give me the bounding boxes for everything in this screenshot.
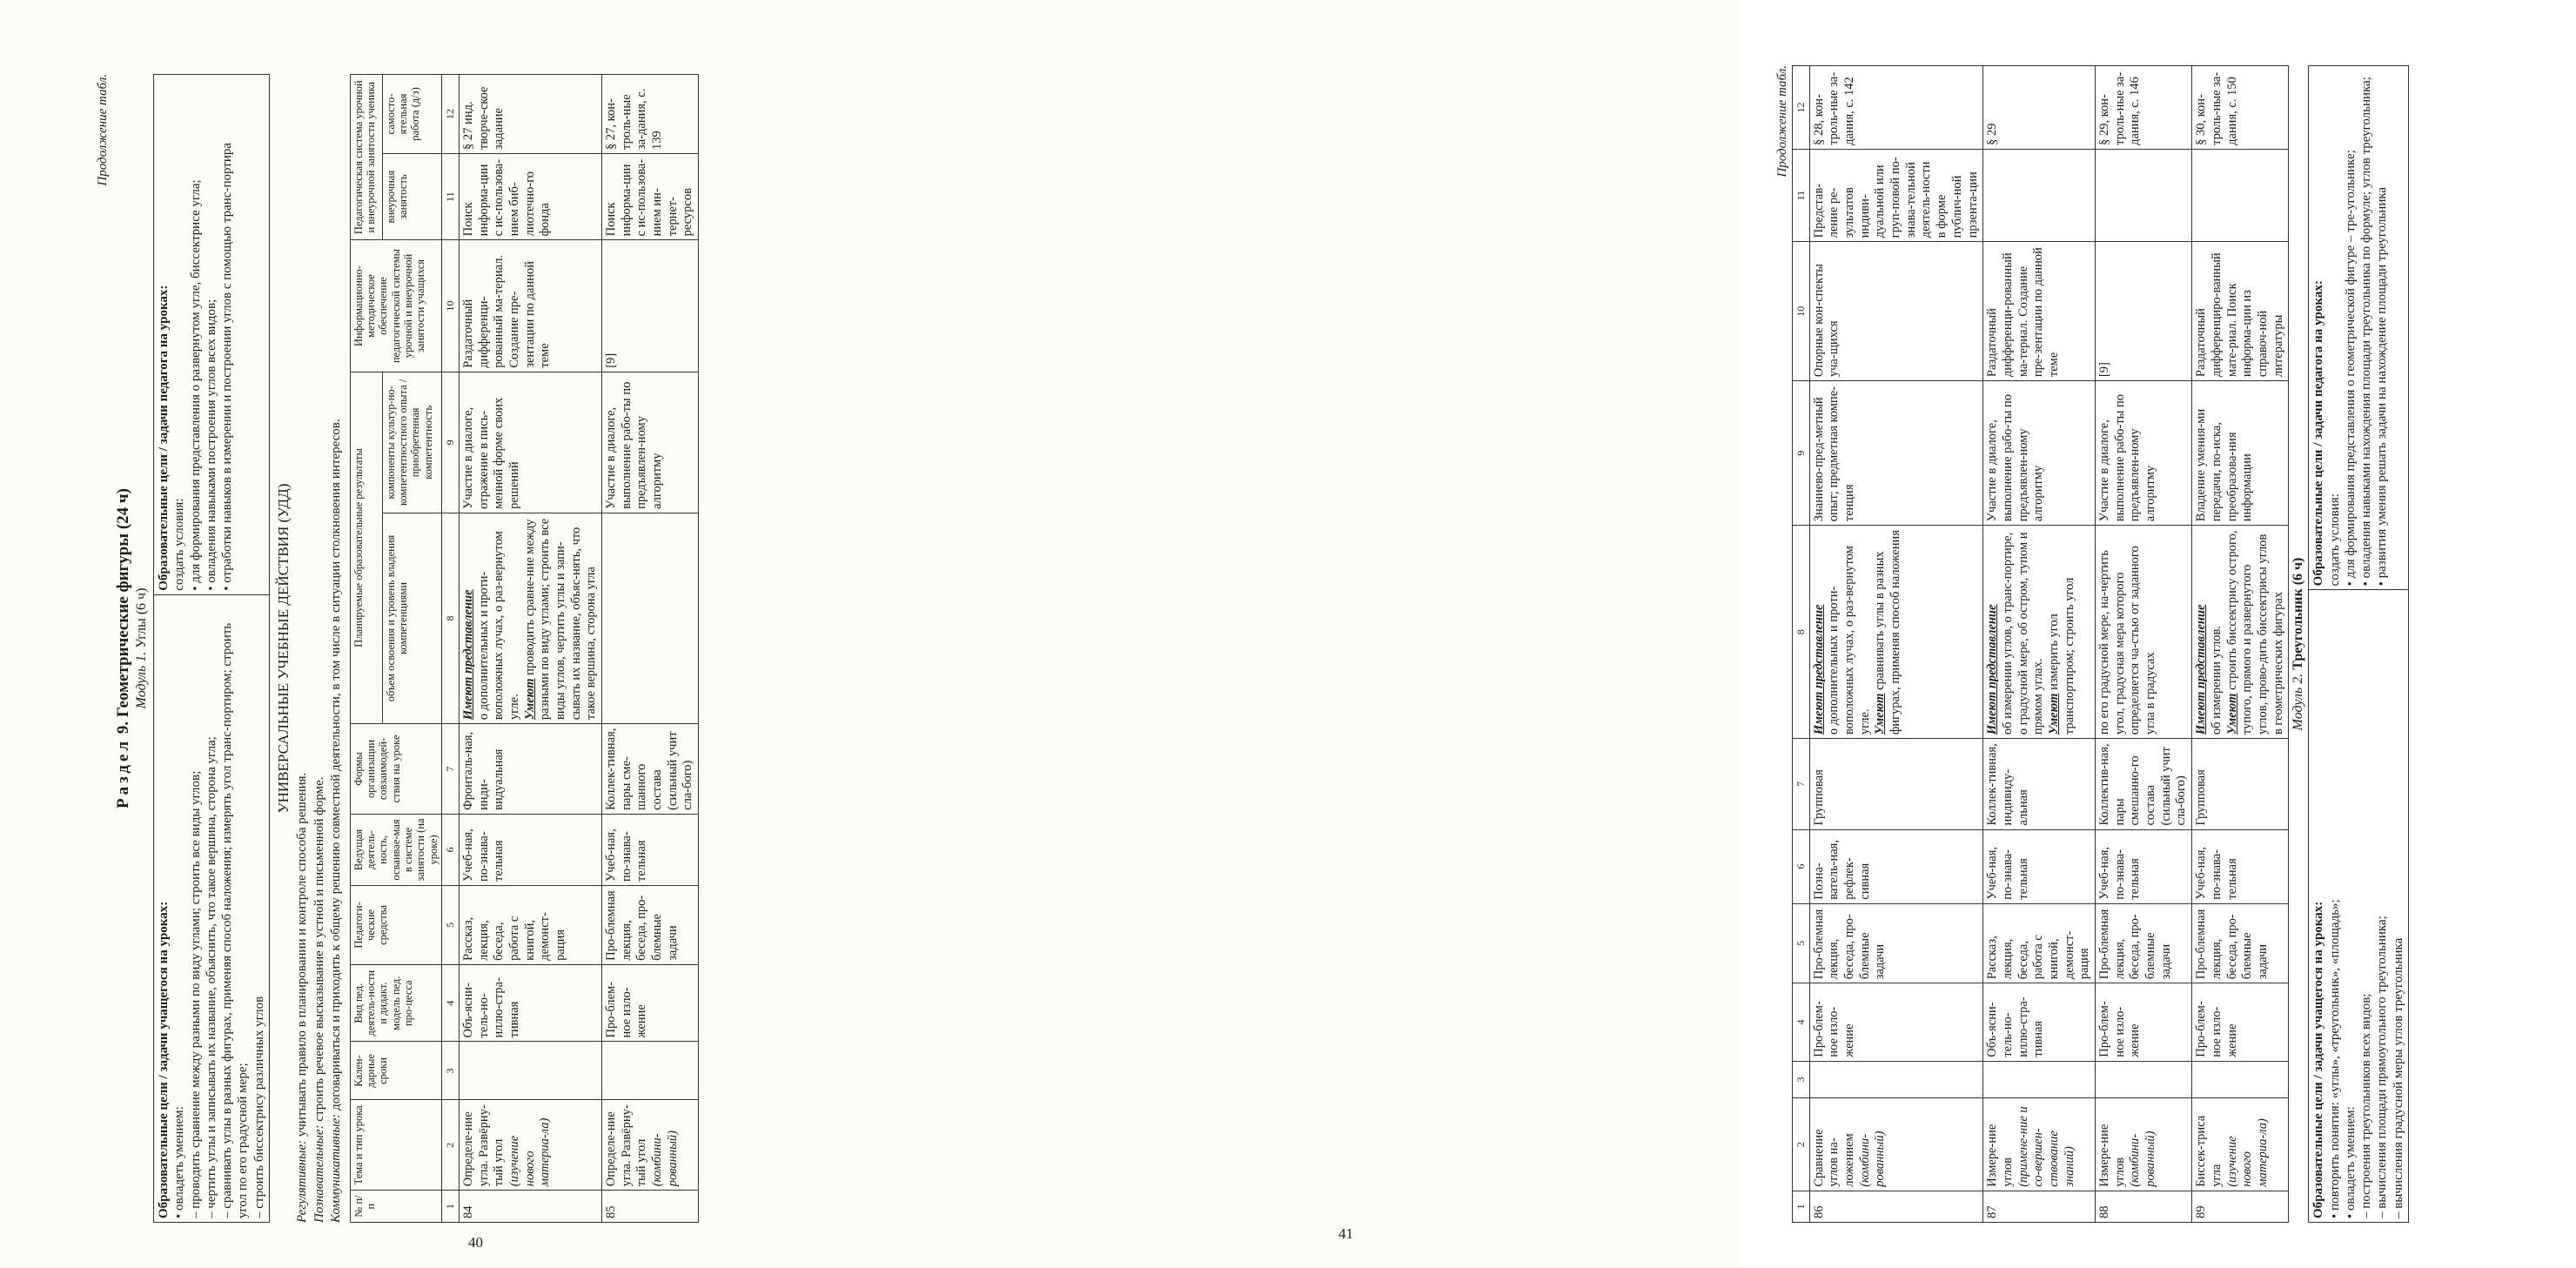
means-cell: Рассказ, лекция, беседа, работа с книгой, демонст-рация bbox=[459, 886, 601, 965]
results-cell bbox=[459, 513, 601, 723]
column-number: 10 bbox=[1793, 242, 1810, 381]
column-number: 9 bbox=[1793, 381, 1810, 526]
extracurricular-cell bbox=[1983, 149, 2096, 241]
competence-cell: Знаниево-пред-метный опыт; предметная компе-тенция bbox=[1809, 381, 1983, 526]
lesson-number: 85 bbox=[602, 1191, 699, 1223]
competence-cell: Участие в диалоге, отражение в пись-менной форме своих решений bbox=[459, 372, 601, 513]
info-support-cell: [9] bbox=[602, 240, 699, 372]
lesson-plan-table bbox=[350, 74, 700, 1223]
goal-item: – вычисления градусной меры углов треугольника bbox=[2391, 937, 2405, 1218]
uud-list bbox=[294, 74, 345, 1223]
extracurricular-cell bbox=[2096, 149, 2192, 241]
results-cell bbox=[2096, 526, 2192, 739]
lesson-topic bbox=[2096, 1098, 2192, 1191]
results-text: проводить сравне-ние между разными по виду углами; строить все виды углов, чертить углы и запи-сывать их название, объяс-нять, что такое вершина, сторона угла bbox=[522, 518, 599, 721]
goal-item: • для формирования представления о развернутом угле, биссектрисе угла; bbox=[188, 179, 203, 591]
lesson-number: 88 bbox=[2096, 1191, 2192, 1222]
results-heading: Умеют bbox=[2046, 693, 2061, 735]
goal-item: • повторить понятия: «углы», «треугольник», «площадь»; bbox=[2327, 899, 2342, 1218]
student-goals-list bbox=[2327, 594, 2406, 1218]
header-topic: Тема и тип урока bbox=[350, 1100, 442, 1191]
lesson-topic bbox=[1983, 1098, 2096, 1191]
results-text: об измерении углов, о транс-портире, о градусной мере, об остром, тупом и прямом углах. bbox=[2000, 532, 2046, 735]
leading-activity-cell: Учеб-ная, по-знава-тельная bbox=[459, 814, 601, 885]
info-support-cell: Раздаточный дифференци-рованный ма-териал. Создание пре-зентации по данной теме bbox=[459, 240, 601, 372]
header-num: № п/п bbox=[350, 1191, 442, 1223]
goal-item: • развития умения решать задачи на нахождение площади треугольника bbox=[2375, 186, 2390, 587]
goal-item: • овладения навыками нахождения площади треугольника по формуле; углов треугольника; bbox=[2359, 77, 2374, 587]
info-support-cell: Раздаточный дифференциро-ванный мате-риал. Поиск информа-ции из справоч-ной литературы bbox=[2192, 242, 2289, 381]
lesson-topic bbox=[2192, 1098, 2289, 1191]
uud-item bbox=[312, 74, 329, 1223]
header-calendar: Кален-дарные сроки bbox=[350, 1042, 442, 1100]
student-goals-cell: Образовательные цели / задачи учащегося на уроках: • овладеть умением: – проводить сравнение между разными по виду углами; строить все виды углов; – чертить углы и записывать их название, объяснить, что такое вершина, сторона угла; – сравнивать углы в разных фигурах, применяя способ наложения; измерять угол транс-портиром; строить угол по его градусной мере; – строить биссектрису различных углов bbox=[154, 594, 270, 1222]
competence-cell: Владение умения-ми передачи, по-иска, преобразова-ния информации bbox=[2192, 381, 2289, 526]
activity-cell: Объ-ясни-тель-но-иллю-стра-тивная bbox=[1983, 983, 2096, 1061]
results-heading: Имеют представление bbox=[2194, 604, 2209, 735]
header-activity: Вид пед. деятель-ности и дидакт. модель пед. про-цесса bbox=[350, 964, 442, 1042]
homework-cell: § 29, кон-троль-ные за-дания, с. 146 bbox=[2096, 66, 2192, 150]
column-number: 12 bbox=[1793, 66, 1810, 150]
column-number: 2 bbox=[442, 1100, 460, 1191]
goal-item: – чертить углы и записывать их название, объяснить, что такое вершина, сторона угла; bbox=[204, 736, 218, 1218]
header-extra: внеурочная занятость bbox=[382, 153, 442, 239]
column-number: 1 bbox=[442, 1191, 460, 1223]
header-info: Информационно-методическое обеспечение педагогической системы урочной и внеурочной занятости учащихся bbox=[350, 240, 442, 372]
section-title: Раздел 9. Геометрические фигуры (24 ч) bbox=[114, 488, 132, 808]
page-number-left: 40 bbox=[468, 1234, 483, 1251]
extracurricular-cell: Представ-ление ре-зультатов индиви-дуальной или груп-повой по-знава-тельной деятель-ности в форме публич-ной прзента-ции bbox=[1809, 149, 1983, 241]
topic-name: Биссек-триса угла bbox=[2194, 1115, 2224, 1187]
lesson-number: 87 bbox=[1983, 1191, 2096, 1222]
header-self: самосто-ятельная работа (д/з) bbox=[382, 75, 442, 154]
means-cell: Про-блемная лекция, беседа, про-блемные задачи bbox=[2192, 903, 2289, 983]
topic-name: Сравнение углов на-ложением bbox=[1811, 1129, 1856, 1187]
column-number: 6 bbox=[1793, 829, 1810, 903]
results-cell bbox=[1809, 526, 1983, 739]
column-number: 7 bbox=[442, 724, 460, 815]
column-number: 3 bbox=[442, 1042, 460, 1100]
goal-item: – построения треугольников всех видов; bbox=[2359, 993, 2374, 1218]
results-text: строить биссектрису острого, тупого, прямого и развернутого углов, прово-дить биссектрисы углов в геометрических фигурах bbox=[2224, 530, 2285, 735]
column-number: 11 bbox=[1793, 149, 1810, 241]
header-means: Педагоги-ческие средства bbox=[350, 886, 442, 965]
lesson-type: (изучение нового материа-ла) bbox=[2224, 1118, 2270, 1187]
info-support-cell: Опорные кон-спекты уча-щихся bbox=[1809, 242, 1983, 381]
header-planned-a: объем освоения и уровень владения компетенциями bbox=[382, 513, 442, 723]
calendar-cell bbox=[602, 1042, 699, 1100]
teacher-goals-list bbox=[2327, 70, 2391, 586]
competence-cell: Участие в диалоге, выполнение рабо-ты по предъявлен-ному алгоритму bbox=[602, 372, 699, 513]
results-heading: Имеют представление bbox=[1811, 604, 1826, 735]
activity-cell: Про-блем-ное изло-жение bbox=[602, 964, 699, 1042]
goal-item: – проводить сравнение между разными по виду углами; строить все виды углов; bbox=[188, 770, 203, 1218]
activity-cell: Про-блем-ное изло-жение bbox=[2192, 983, 2289, 1061]
column-number: 10 bbox=[442, 240, 460, 372]
forms-cell: Коллек-тивная, индивиду-альная bbox=[1983, 739, 2096, 829]
results-cell bbox=[602, 513, 699, 723]
results-heading: Имеют представление bbox=[460, 589, 475, 721]
lesson-number: 89 bbox=[2192, 1191, 2289, 1222]
table-row bbox=[602, 75, 699, 1223]
topic-name: Определе-ние угла. Развёрну-тый угол bbox=[460, 1104, 506, 1187]
leading-activity-cell: Учеб-ная, по-знава-тельная bbox=[2096, 829, 2192, 903]
lesson-type: (изучение нового материа-ла) bbox=[506, 1117, 553, 1187]
column-number: 12 bbox=[442, 75, 460, 154]
continuation-label: Продолжение табл. bbox=[1775, 65, 1789, 178]
extracurricular-cell bbox=[2192, 149, 2289, 241]
goals-table-module2 bbox=[2308, 65, 2409, 1223]
homework-cell: § 29 bbox=[1983, 66, 2096, 150]
calendar-cell bbox=[2192, 1061, 2289, 1098]
table-row bbox=[2096, 66, 2192, 1223]
means-cell: Про-блемная лекция, беседа, про-блемные задачи bbox=[602, 886, 699, 965]
column-number: 3 bbox=[1793, 1061, 1810, 1098]
competence-cell: Участие в диалоге, выполнение рабо-ты по предъявлен-ному алгоритму bbox=[1983, 381, 2096, 526]
results-cell bbox=[1983, 526, 2096, 739]
results-text: измерить угол транспортиром; строить угол bbox=[2046, 577, 2076, 735]
leading-activity-cell: Учеб-ная, по-знава-тельная bbox=[1983, 829, 2096, 903]
leading-activity-cell: Позна-ватель-ная, рефлек-сивная bbox=[1809, 829, 1983, 903]
calendar-cell bbox=[459, 1042, 601, 1100]
info-support-cell: [9] bbox=[2096, 242, 2192, 381]
forms-cell: Фронталь-ная, инди-видуальная bbox=[459, 724, 601, 815]
topic-name: Измере-ние углов bbox=[1985, 1124, 2015, 1187]
means-cell: Про-блемная лекция, беседа, про-блемные задачи bbox=[2096, 903, 2192, 983]
homework-cell: § 27, кон-троль-ные за-дания, с. 139 bbox=[602, 75, 699, 154]
student-goals-cell: Образовательные цели / задачи учащегося на уроках: • повторить понятия: «углы», «треугольник», «площадь»; • овладеть умением: – построения треугольников всех видов; – вычисления площади прямоугольного треугольника; – вычисления градусной меры углов треугольника bbox=[2309, 590, 2409, 1223]
lesson-topic bbox=[459, 1100, 601, 1191]
forms-cell: Групповая bbox=[2192, 739, 2289, 829]
page-number-right: 41 bbox=[1338, 1225, 1353, 1242]
extracurricular-cell: Поиск информа-ции с ис-пользова-нием ин-тернет-ресурсов bbox=[602, 153, 699, 239]
lesson-plan-table-continued bbox=[1792, 65, 2289, 1223]
results-heading: Умеют bbox=[1873, 693, 1888, 735]
forms-cell: Коллек-тивная, пары сме-шанного состава (сильный учит сла-бого) bbox=[602, 724, 699, 815]
goals-table bbox=[153, 74, 270, 1223]
table-header-row bbox=[350, 75, 382, 1223]
uud-label: Коммуникативные: bbox=[329, 1113, 344, 1223]
results-text: о дополнительных и проти-воположных лучах, о раз-вернутом угле. bbox=[476, 531, 521, 721]
goal-item: – строить биссектрису различных углов bbox=[252, 996, 266, 1218]
column-number: 4 bbox=[1793, 983, 1810, 1061]
homework-cell: § 27 инд. творче-ское задание bbox=[459, 75, 601, 154]
uud-label: Познавательные: bbox=[312, 1124, 326, 1223]
results-text: по его градусной мере, на-чертить угол, градусная мера которого определяется ча-стью от заданного угла в градусах bbox=[2097, 546, 2158, 735]
goal-item: создать условия: bbox=[2327, 493, 2342, 587]
calendar-cell bbox=[1809, 1061, 1983, 1098]
uud-label: Регулятивные: bbox=[295, 1140, 310, 1223]
lesson-number: 86 bbox=[1809, 1191, 1983, 1222]
goal-item: – сравнивать углы в разных фигурах, применяя способ наложения; измерять угол транс-портиром; строить угол по его градусной мере; bbox=[220, 622, 251, 1218]
header-planned: Планируемые образовательные результаты bbox=[350, 372, 382, 723]
homework-cell: § 30, кон-троль-ные за-дания, с. 150 bbox=[2192, 66, 2289, 150]
left-page-content bbox=[96, 74, 862, 1223]
results-heading: Умеют bbox=[522, 678, 537, 721]
table-row bbox=[459, 75, 601, 1223]
activity-cell: Про-блем-ное изло-жение bbox=[2096, 983, 2192, 1061]
column-number: 6 bbox=[442, 814, 460, 885]
teacher-goals-cell: Образовательные цели / задачи педагога на уроках: создать условия: • для формирования представления о развернутом угле, биссектрисе угла; • овладения навыками построения углов всех видов; • отработки навыков в измерении и построении углов с помощью транс-портира bbox=[154, 75, 270, 595]
right-page-content bbox=[1775, 65, 2576, 1223]
column-number: 4 bbox=[442, 964, 460, 1042]
calendar-cell bbox=[2096, 1061, 2192, 1098]
leading-activity-cell: Учеб-ная, по-знава-тельная bbox=[602, 814, 699, 885]
lesson-topic bbox=[602, 1100, 699, 1191]
goal-item: • отработки навыков в измерении и построении углов с помощью транс-портира bbox=[220, 142, 235, 591]
means-cell: Про-блемная лекция, беседа, про-блемные задачи bbox=[1809, 903, 1983, 983]
results-text: об измерении углов. bbox=[2209, 626, 2224, 735]
uud-item bbox=[294, 74, 312, 1223]
uud-text: договариваться и приходить к общему решению совместной деятельности, в том числе в ситуации столкновения интересов. bbox=[329, 419, 344, 1114]
competence-cell: Участие в диалоге, выполнение рабо-ты по предъявлен-ному алгоритму bbox=[2096, 381, 2192, 526]
module-title: Модуль 1. Углы (6 ч) bbox=[134, 587, 149, 709]
uud-item bbox=[328, 74, 345, 1223]
uud-text: строить речевое высказывание в устной и письменной форме. bbox=[312, 776, 326, 1125]
column-number: 2 bbox=[1793, 1098, 1810, 1191]
column-number: 7 bbox=[1793, 739, 1810, 829]
calendar-cell bbox=[1983, 1061, 2096, 1098]
lesson-type: (примене-ние и со-вершен-ствование знаний) bbox=[2016, 1106, 2076, 1187]
leading-activity-cell: Учеб-ная, по-знава-тельная bbox=[2192, 829, 2289, 903]
results-text: о дополнительных и проти-воположных лучах, о раз-вернутом угле. bbox=[1827, 546, 1872, 735]
goal-item: • овладеть умением: bbox=[172, 1106, 187, 1218]
results-text: сравнивать углы в разных фигурах, применяя способ наложения bbox=[1873, 530, 1903, 735]
means-cell: Рассказ, лекция, беседа, работа с книгой, демонст-рация bbox=[1983, 903, 2096, 983]
column-number: 1 bbox=[1793, 1191, 1810, 1222]
uud-title: УНИВЕРСАЛЬНЫЕ УЧЕБНЫЕ ДЕЙСТВИЯ (УДД) bbox=[275, 483, 292, 814]
right-page bbox=[870, 0, 2405, 1268]
teacher-goals-cell: Образовательные цели / задачи педагога на уроках: создать условия: • для формирования представления о геометрической фигуре – тре-угольнике; • овладения навыками нахождения площади треугольника по формуле; углов треугольника; • развития умения решать задачи на нахождение площади треугольника bbox=[2309, 66, 2409, 590]
table-row bbox=[1983, 66, 2096, 1223]
teacher-goals-list bbox=[171, 78, 235, 591]
column-number-row bbox=[1793, 66, 1810, 1223]
lesson-type: (комбини-рованный) bbox=[650, 1130, 680, 1187]
lesson-topic bbox=[1809, 1098, 1983, 1191]
results-heading: Умеют bbox=[2224, 693, 2239, 735]
info-support-cell: Раздаточный дифференци-рованный ма-териал. Создание пре-зентации по данной теме bbox=[1983, 242, 2096, 381]
continuation-label: Продолжение табл. bbox=[96, 74, 110, 186]
header-pedsys: Педагогическая система урочной и внеурочной занятости ученика bbox=[350, 75, 382, 240]
student-goals-list bbox=[171, 599, 267, 1218]
goal-item: • для формирования представления о геометрической фигуре – тре-угольнике; bbox=[2343, 150, 2358, 587]
forms-cell: Коллектив-ная, пары смешанно-го состава (сильный учит сла-бого) bbox=[2096, 739, 2192, 829]
table-row bbox=[1809, 66, 1983, 1223]
topic-name: Определе-ние угла. Развёрну-тый угол bbox=[604, 1104, 649, 1187]
topic-name: Измере-ние углов bbox=[2097, 1124, 2127, 1187]
lesson-type: (комбини-рованный) bbox=[1857, 1130, 1888, 1187]
extracurricular-cell: Поиск информа-ции с ис-пользова-нием биб-лиотечно-го фонда bbox=[459, 153, 601, 239]
module2-title: Модуль 2. Треугольник (6 ч) bbox=[2291, 557, 2306, 731]
goal-item: • овладения навыками построения углов всех видов; bbox=[204, 299, 218, 591]
uud-text: учитывать правило в планировании и контроле способа решения. bbox=[295, 772, 310, 1140]
column-number: 8 bbox=[442, 513, 460, 723]
goal-item: создать условия: bbox=[172, 498, 187, 591]
left-page bbox=[0, 0, 871, 1268]
lesson-type: (комбини-рованный) bbox=[2128, 1130, 2158, 1187]
results-heading: Имеют представление bbox=[1985, 604, 2000, 735]
goal-item: – вычисления площади прямоугольного треугольника; bbox=[2375, 916, 2390, 1218]
activity-cell: Объ-ясни-тель-но-иллю-стра-тивная bbox=[459, 964, 601, 1042]
results-cell bbox=[2192, 526, 2289, 739]
column-number-row bbox=[442, 75, 460, 1223]
column-number: 8 bbox=[1793, 526, 1810, 739]
column-number: 11 bbox=[442, 153, 460, 239]
header-leading: Ведущая деятель-ность, осваивае-мая в системе занятости (на уроке) bbox=[350, 814, 442, 885]
column-number: 5 bbox=[1793, 903, 1810, 983]
header-planned-b: компоненты культур-но-компетентностного опыта / приобретенная компетентность bbox=[382, 372, 442, 513]
table-row bbox=[2192, 66, 2289, 1223]
column-number: 9 bbox=[442, 372, 460, 513]
header-forms: Формы организации совзаимодей-ствия на уроке bbox=[350, 724, 442, 815]
lesson-number: 84 bbox=[459, 1191, 601, 1223]
goal-item: • овладеть умением: bbox=[2343, 1106, 2358, 1218]
activity-cell: Про-блем-ное изло-жение bbox=[1809, 983, 1983, 1061]
column-number: 5 bbox=[442, 886, 460, 965]
homework-cell: § 28, кон-троль-ные за-дания, с. 142 bbox=[1809, 66, 1983, 150]
forms-cell: Групповая bbox=[1809, 739, 1983, 829]
